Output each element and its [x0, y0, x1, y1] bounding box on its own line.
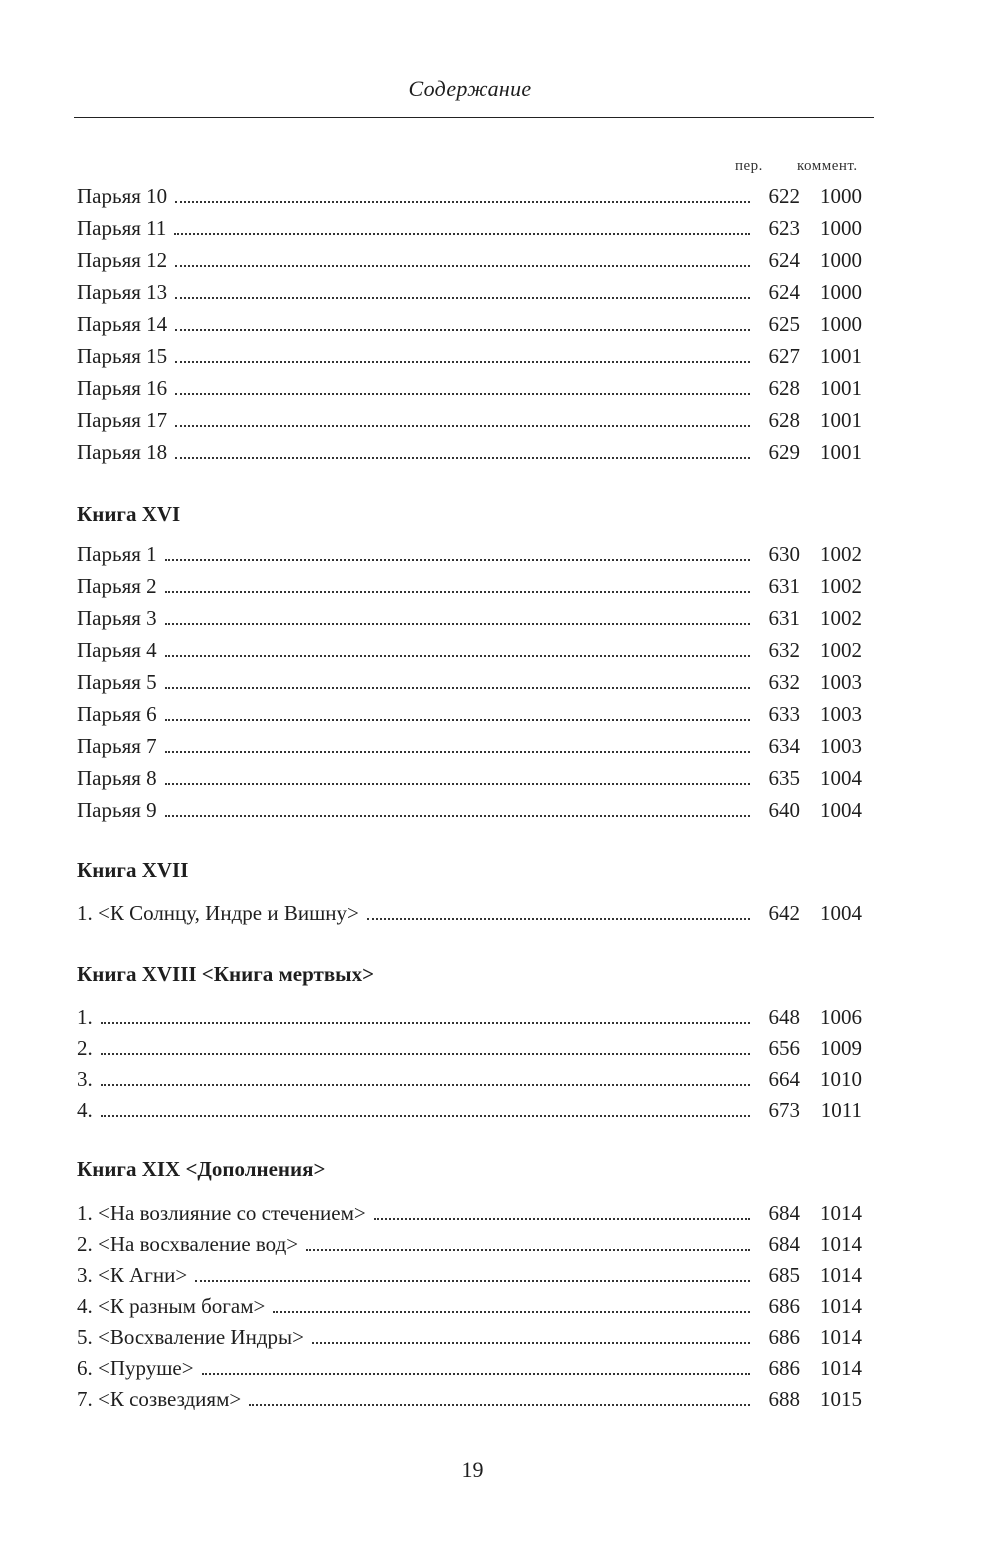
commentary-page: 1000 [820, 280, 862, 304]
translation-page: 629 [768, 440, 800, 464]
translation-page: 634 [768, 734, 800, 758]
dot-leader [101, 1022, 750, 1024]
commentary-page: 1014 [820, 1325, 862, 1349]
dot-leader [306, 1249, 750, 1251]
dot-leader [165, 655, 750, 657]
commentary-page: 1002 [820, 542, 862, 566]
translation-page: 642 [768, 901, 800, 925]
translation-page: 656 [768, 1036, 800, 1060]
toc-entry [77, 734, 862, 764]
commentary-page: 1001 [820, 376, 862, 400]
toc-entry [77, 1098, 862, 1128]
translation-page: 631 [768, 574, 800, 598]
commentary-page: 1002 [820, 574, 862, 598]
commentary-page: 1002 [820, 638, 862, 662]
toc-entry [77, 280, 862, 310]
dot-leader [101, 1084, 750, 1086]
dot-leader [367, 918, 750, 920]
translation-page: 631 [768, 606, 800, 630]
toc-entry [77, 702, 862, 732]
toc-entry [77, 606, 862, 636]
dot-leader [165, 751, 750, 753]
toc-entry [77, 1387, 862, 1417]
commentary-page: 1014 [820, 1263, 862, 1287]
toc-entry [77, 670, 862, 700]
toc-entry-label: Парьяя 10 [77, 184, 168, 208]
dot-leader [175, 329, 750, 331]
translation-page: 686 [768, 1294, 800, 1318]
toc-entry-label: 4. <К разным богам> [77, 1294, 266, 1318]
toc-entry-label: 6. <Пуруше> [77, 1356, 194, 1380]
toc-entry-label: 7. <К созвездиям> [77, 1387, 242, 1411]
commentary-page: 1004 [820, 766, 862, 790]
toc-entry [77, 408, 862, 438]
section-heading: Книга XIX <Дополнения> [77, 1157, 326, 1181]
commentary-page: 1014 [820, 1232, 862, 1256]
toc-entry-label: 5. <Восхваление Индры> [77, 1325, 304, 1349]
toc-entry-label: 4. [77, 1098, 93, 1122]
toc-entry-label: Парьяя 5 [77, 670, 157, 694]
commentary-page: 1011 [820, 1098, 862, 1122]
translation-page: 627 [768, 344, 800, 368]
dot-leader [174, 233, 750, 235]
toc-entry-label: Парьяя 16 [77, 376, 168, 400]
toc-entry [77, 216, 862, 246]
toc-entry [77, 901, 862, 931]
toc-entry [77, 766, 862, 796]
commentary-page: 1000 [820, 184, 862, 208]
dot-leader [165, 815, 750, 817]
translation-page: 625 [768, 312, 800, 336]
toc-entry-label: Парьяя 1 [77, 542, 157, 566]
toc-entry [77, 184, 862, 214]
dot-leader [312, 1342, 750, 1344]
toc-entry [77, 1232, 862, 1262]
translation-page: 688 [768, 1387, 800, 1411]
commentary-page: 1015 [820, 1387, 862, 1411]
toc-entry-label: 1. <К Солнцу, Индре и Вишну> [77, 901, 359, 925]
toc-entry-label: 1. <На возлияние со стечением> [77, 1201, 366, 1225]
toc-entry [77, 574, 862, 604]
toc-entry-label: 2. <На восхваление вод> [77, 1232, 299, 1256]
translation-page: 633 [768, 702, 800, 726]
toc-entry [77, 1356, 862, 1386]
toc-entry [77, 440, 862, 470]
translation-page: 623 [768, 216, 800, 240]
toc-entry [77, 1005, 862, 1035]
dot-leader [273, 1311, 750, 1313]
commentary-page: 1000 [820, 248, 862, 272]
dot-leader [101, 1115, 750, 1117]
toc-entry [77, 248, 862, 278]
translation-page: 635 [768, 766, 800, 790]
translation-page: 686 [768, 1356, 800, 1380]
commentary-page: 1003 [820, 734, 862, 758]
dot-leader [175, 393, 750, 395]
commentary-page: 1001 [820, 344, 862, 368]
page-number: 19 [461, 1457, 484, 1482]
translation-page: 624 [768, 248, 800, 272]
dot-leader [165, 719, 750, 721]
toc-entry-label: Парьяя 17 [77, 408, 168, 432]
translation-page: 686 [768, 1325, 800, 1349]
toc-entry-label: Парьяя 4 [77, 638, 157, 662]
translation-page: 628 [768, 408, 800, 432]
commentary-page: 1014 [820, 1294, 862, 1318]
dot-leader [175, 297, 750, 299]
toc-entry-label: Парьяя 13 [77, 280, 168, 304]
translation-page: 624 [768, 280, 800, 304]
dot-leader [175, 361, 750, 363]
dot-leader [175, 457, 750, 459]
toc-entry [77, 1294, 862, 1324]
translation-page: 684 [768, 1201, 800, 1225]
dot-leader [175, 265, 750, 267]
dot-leader [101, 1053, 750, 1055]
translation-page: 685 [768, 1263, 800, 1287]
commentary-page: 1003 [820, 702, 862, 726]
translation-page: 628 [768, 376, 800, 400]
dot-leader [165, 623, 750, 625]
toc-entry-label: Парьяя 8 [77, 766, 157, 790]
toc-entry-label: Парьяя 6 [77, 702, 157, 726]
commentary-page: 1001 [820, 408, 862, 432]
translation-page: 640 [768, 798, 800, 822]
dot-leader [165, 591, 750, 593]
toc-entry-label: Парьяя 9 [77, 798, 157, 822]
dot-leader [165, 559, 750, 561]
dot-leader [195, 1280, 750, 1282]
toc-entry [77, 1263, 862, 1293]
section-heading: Книга XVIII <Книга мертвых> [77, 962, 375, 986]
commentary-page: 1004 [820, 901, 862, 925]
translation-page: 632 [768, 638, 800, 662]
running-header-title: Содержание [408, 76, 532, 101]
toc-entry-label: Парьяя 7 [77, 734, 157, 758]
column-head-translation: пер. [735, 158, 763, 174]
toc-entry [77, 638, 862, 668]
commentary-page: 1003 [820, 670, 862, 694]
toc-entry-label: 3. [77, 1067, 93, 1091]
dot-leader [175, 201, 750, 203]
toc-entry-label: 3. <К Агни> [77, 1263, 188, 1287]
commentary-page: 1006 [820, 1005, 862, 1029]
toc-entry-label: 1. [77, 1005, 93, 1029]
commentary-page: 1004 [820, 798, 862, 822]
toc-entry-label: Парьяя 15 [77, 344, 168, 368]
toc-entry [77, 1036, 862, 1066]
commentary-page: 1010 [820, 1067, 862, 1091]
commentary-page: 1000 [820, 216, 862, 240]
commentary-page: 1014 [820, 1356, 862, 1380]
toc-entry [77, 1201, 862, 1231]
toc-entry-label: Парьяя 11 [77, 216, 167, 240]
commentary-page: 1014 [820, 1201, 862, 1225]
dot-leader [165, 687, 750, 689]
translation-page: 622 [768, 184, 800, 208]
translation-page: 648 [768, 1005, 800, 1029]
section-heading: Книга XVI [77, 502, 181, 526]
translation-page: 630 [768, 542, 800, 566]
commentary-page: 1002 [820, 606, 862, 630]
header-rule [74, 117, 874, 118]
toc-entry-label: 2. [77, 1036, 93, 1060]
commentary-page: 1000 [820, 312, 862, 336]
toc-entry-label: Парьяя 18 [77, 440, 168, 464]
section-heading: Книга XVII [77, 858, 189, 882]
toc-entry-label: Парьяя 3 [77, 606, 157, 630]
commentary-page: 1009 [820, 1036, 862, 1060]
translation-page: 684 [768, 1232, 800, 1256]
dot-leader [202, 1373, 750, 1375]
translation-page: 664 [768, 1067, 800, 1091]
toc-entry-label: Парьяя 2 [77, 574, 157, 598]
toc-entry-label: Парьяя 12 [77, 248, 168, 272]
column-head-commentary: коммент. [797, 158, 858, 174]
commentary-page: 1001 [820, 440, 862, 464]
toc-entry [77, 312, 862, 342]
toc-entry [77, 1067, 862, 1097]
toc-entry-label: Парьяя 14 [77, 312, 168, 336]
dot-leader [374, 1218, 750, 1220]
toc-entry [77, 542, 862, 572]
translation-page: 673 [768, 1098, 800, 1122]
dot-leader [165, 783, 750, 785]
dot-leader [175, 425, 750, 427]
toc-entry [77, 376, 862, 406]
dot-leader [249, 1404, 750, 1406]
toc-entry [77, 1325, 862, 1355]
translation-page: 632 [768, 670, 800, 694]
toc-entry [77, 798, 862, 828]
toc-entry [77, 344, 862, 374]
